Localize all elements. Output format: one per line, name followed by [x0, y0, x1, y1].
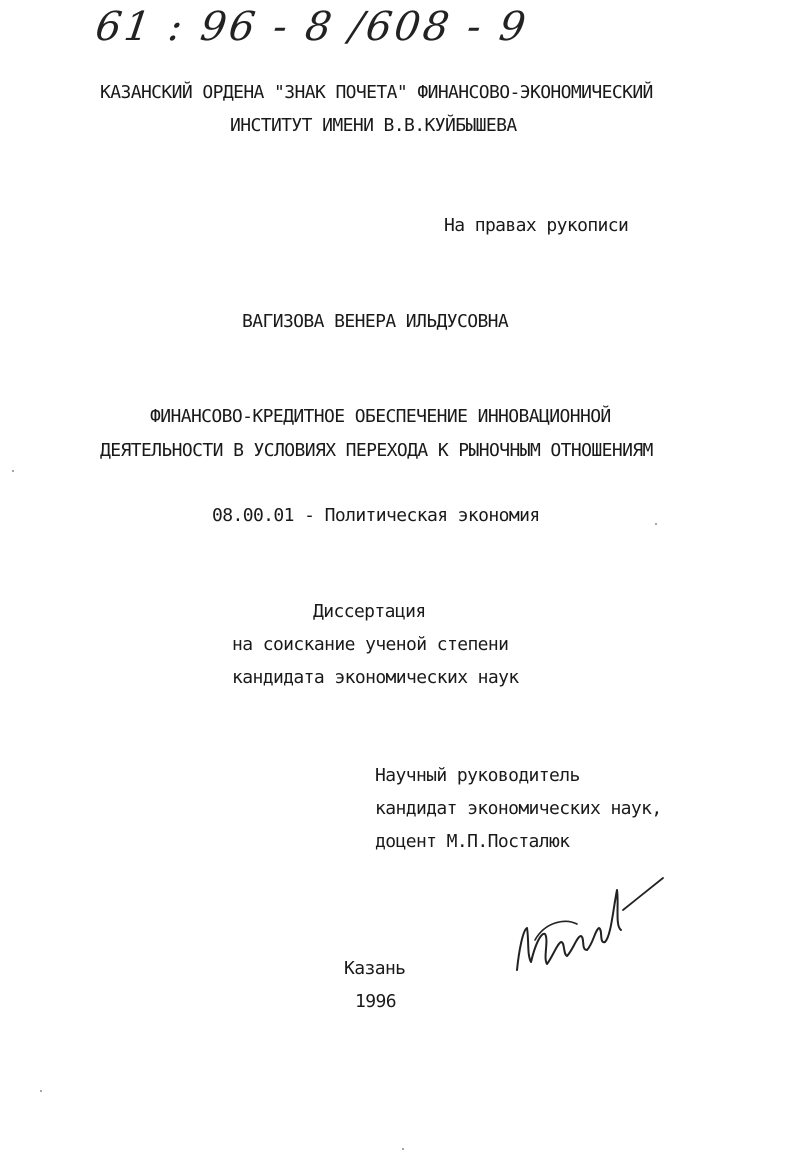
specialty-code: 08.00.01 - Политическая экономия — [212, 505, 540, 526]
dissertation-title-line-2: ДЕЯТЕЛЬНОСТИ В УСЛОВИЯХ ПЕРЕХОДА К РЫНОЧНЫМ ОТНОШЕНИЯМ — [100, 440, 653, 461]
scan-speck — [655, 523, 657, 525]
year: 1996 — [355, 991, 396, 1012]
dissertation-title-line-1: ФИНАНСОВО-КРЕДИТНОЕ ОБЕСПЕЧЕНИЕ ИННОВАЦИОННОЙ — [150, 406, 611, 427]
institution-line-2: ИНСТИТУТ ИМЕНИ В.В.КУЙБЫШЕВА — [230, 115, 517, 136]
scan-speck — [402, 1148, 404, 1150]
degree-line-1: Диссертация — [313, 601, 426, 622]
author-name: ВАГИЗОВА ВЕНЕРА ИЛЬДУСОВНА — [242, 311, 509, 332]
institution-line-1: КАЗАНСКИЙ ОРДЕНА "ЗНАК ПОЧЕТА" ФИНАНСОВО-ЭКОНОМИЧЕСКИЙ — [100, 82, 653, 103]
manuscript-note: На правах рукописи — [444, 215, 629, 236]
degree-line-2: на соискание ученой степени — [232, 634, 509, 655]
supervisor-line-3: доцент М.П.Посталюк — [375, 831, 570, 852]
archive-code-handwritten: 61 : 96 - 8 /608 - 9 — [92, 4, 532, 50]
scan-speck — [12, 470, 14, 472]
supervisor-signature — [505, 870, 675, 980]
scan-speck — [40, 1090, 42, 1092]
supervisor-line-2: кандидат экономических наук, — [375, 798, 662, 819]
city: Казань — [344, 958, 406, 979]
supervisor-line-1: Научный руководитель — [375, 765, 580, 786]
degree-line-3: кандидата экономических наук — [232, 667, 519, 688]
